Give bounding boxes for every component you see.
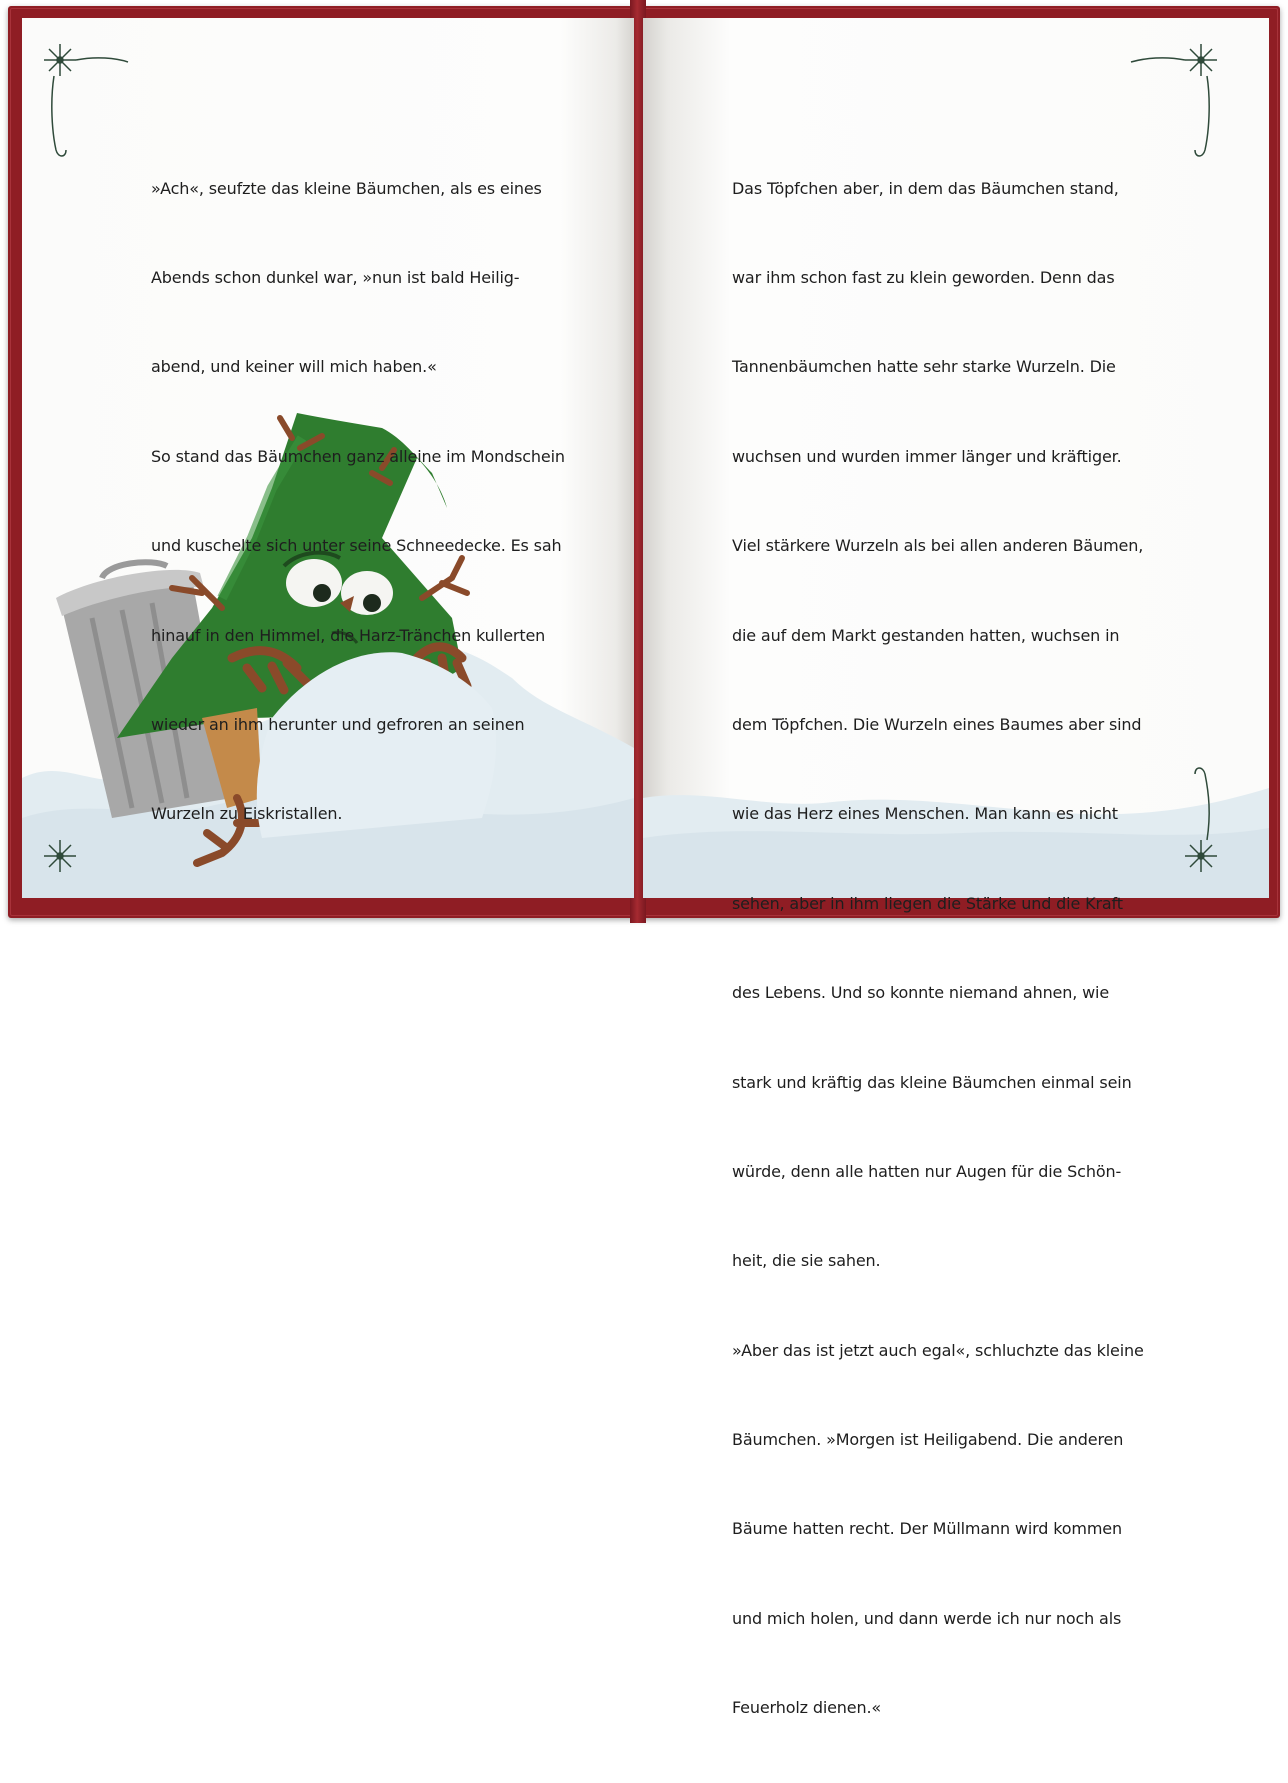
snowflake-icon bbox=[1185, 44, 1217, 76]
text-line: Bäumchen. »Morgen ist Heiligabend. Die anderen bbox=[732, 1430, 1124, 1450]
text-line: »Aber das ist jetzt auch egal«, schluchzte das kleine bbox=[732, 1340, 1144, 1360]
right-page bbox=[643, 18, 1269, 1718]
text-line: Feuerholz dienen.« bbox=[732, 1698, 882, 1718]
text-line: Das Töpfchen aber, in dem das Bäumchen stand, bbox=[732, 178, 1119, 198]
right-page-text bbox=[732, 114, 1144, 1783]
text-line: hinauf in den Himmel, die Harz-Tränchen kullerten bbox=[151, 625, 546, 645]
corner-ornament bbox=[36, 754, 136, 884]
text-line: und kuschelte sich unter seine Schneedecke. Es sah bbox=[151, 536, 562, 556]
text-line: würde, denn alle hatten nur Augen für die Schön- bbox=[732, 1161, 1122, 1181]
snowflake-icon bbox=[1185, 840, 1217, 872]
text-line: abend, und keiner will mich haben.« bbox=[151, 357, 437, 377]
text-line: Abends schon dunkel war, »nun ist bald Heilig- bbox=[151, 267, 520, 287]
text-line: Tannenbäumchen hatte sehr starke Wurzeln. Die bbox=[732, 357, 1116, 377]
left-page-text bbox=[151, 114, 565, 889]
text-line: wuchsen und wurden immer länger und kräftiger. bbox=[732, 446, 1122, 466]
snowflake-icon bbox=[44, 44, 76, 76]
text-line: Wurzeln zu Eiskristallen. bbox=[151, 804, 343, 824]
text-line: »Ach«, seufzte das kleine Bäumchen, als es eines bbox=[151, 178, 542, 198]
text-line: Viel stärkere Wurzeln als bei allen anderen Bäumen, bbox=[732, 536, 1144, 556]
text-line: die auf dem Markt gestanden hatten, wuchsen in bbox=[732, 625, 1120, 645]
text-line: und mich holen, und dann werde ich nur noch als bbox=[732, 1608, 1122, 1628]
text-line: heit, die sie sahen. bbox=[732, 1251, 881, 1271]
text-line: wie das Herz eines Menschen. Man kann es nicht bbox=[732, 804, 1118, 824]
text-line: Bäume hatten recht. Der Müllmann wird kommen bbox=[732, 1519, 1122, 1539]
text-line: sehen, aber in ihm liegen die Stärke und die Kraft bbox=[732, 893, 1123, 913]
snowflake-icon bbox=[44, 840, 76, 872]
left-page bbox=[22, 18, 634, 898]
text-line: wieder an ihm herunter und gefroren an seinen bbox=[151, 714, 525, 734]
text-line: dem Töpfchen. Die Wurzeln eines Baumes aber sind bbox=[732, 714, 1142, 734]
text-line: des Lebens. Und so konnte niemand ahnen, wie bbox=[732, 983, 1110, 1003]
text-line: So stand das Bäumchen ganz alleine im Mondschein bbox=[151, 446, 565, 466]
corner-ornament bbox=[36, 32, 136, 162]
text-line: war ihm schon fast zu klein geworden. Denn das bbox=[732, 267, 1115, 287]
text-line: stark und kräftig das kleine Bäumchen einmal sein bbox=[732, 1072, 1132, 1092]
